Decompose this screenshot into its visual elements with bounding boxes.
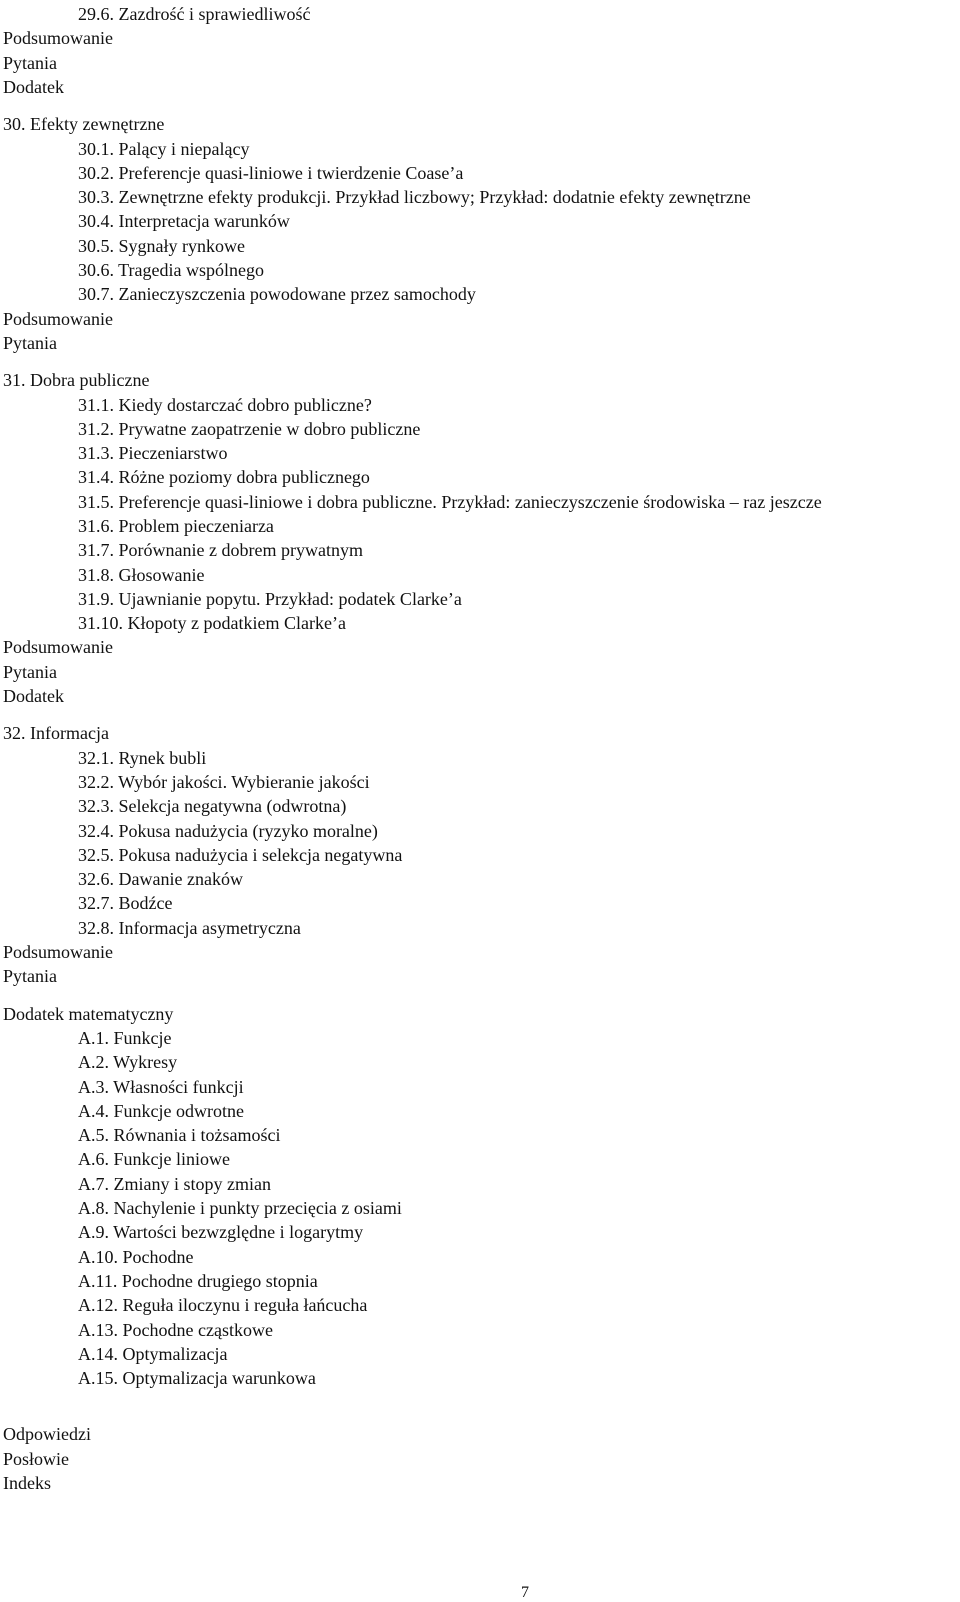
toc-subsection: 32.3. Selekcja negatywna (odwrotna) (78, 796, 347, 816)
toc-subsection: 30.5. Sygnały rynkowe (78, 236, 245, 256)
toc-entry: 32. Informacja (3, 723, 109, 743)
toc-subsection: 31.7. Porównanie z dobrem prywatnym (78, 540, 363, 560)
toc-subsection: 30.7. Zanieczyszczenia powodowane przez samochody (78, 284, 476, 304)
toc-subsection: 32.2. Wybór jakości. Wybieranie jakości (78, 772, 370, 792)
toc-entry: Odpowiedzi (3, 1424, 91, 1444)
toc-subsection: 30.6. Tragedia wspólnego (78, 260, 264, 280)
toc-entry: Dodatek (3, 686, 64, 706)
toc-entry: Podsumowanie (3, 309, 113, 329)
toc-subsection: 31.1. Kiedy dostarczać dobro publiczne? (78, 395, 372, 415)
toc-subsection: A.6. Funkcje liniowe (78, 1149, 230, 1169)
toc-subsection: A.5. Równania i tożsamości (78, 1125, 281, 1145)
toc-subsection: A.13. Pochodne cząstkowe (78, 1320, 273, 1340)
toc-subsection: 29.6. Zazdrość i sprawiedliwość (78, 4, 311, 24)
toc-subsection: A.9. Wartości bezwzględne i logarytmy (78, 1222, 364, 1242)
toc-entry: Pytania (3, 53, 57, 73)
toc-subsection: 31.8. Głosowanie (78, 565, 205, 585)
toc-subsection: A.4. Funkcje odwrotne (78, 1101, 244, 1121)
toc-subsection: A.2. Wykresy (78, 1052, 178, 1072)
toc-subsection: A.10. Pochodne (78, 1247, 194, 1267)
toc-subsection: A.15. Optymalizacja warunkowa (78, 1368, 316, 1388)
toc-entry: 31. Dobra publiczne (3, 370, 150, 390)
toc-subsection: 30.3. Zewnętrzne efekty produkcji. Przykład liczbowy; Przykład: dodatnie efekty zewnętrzne (78, 187, 751, 207)
toc-subsection: 31.5. Preferencje quasi-liniowe i dobra publiczne. Przykład: zanieczyszczenie środowiska – raz jeszcze (78, 492, 822, 512)
toc-subsection: A.8. Nachylenie i punkty przecięcia z osiami (78, 1198, 402, 1218)
toc-subsection: 32.1. Rynek bubli (78, 748, 207, 768)
toc-entry: 30. Efekty zewnętrzne (3, 114, 165, 134)
toc-subsection: 31.10. Kłopoty z podatkiem Clarke’a (78, 613, 346, 633)
toc-entry: Dodatek (3, 77, 64, 97)
toc-subsection: 31.9. Ujawnianie popytu. Przykład: podatek Clarke’a (78, 589, 462, 609)
toc-subsection: A.1. Funkcje (78, 1028, 172, 1048)
toc-subsection: A.14. Optymalizacja (78, 1344, 228, 1364)
toc-subsection: 30.1. Palący i niepalący (78, 139, 250, 159)
toc-entry: Pytania (3, 333, 57, 353)
toc-subsection: 31.3. Pieczeniarstwo (78, 443, 228, 463)
toc-subsection: 32.8. Informacja asymetryczna (78, 918, 301, 938)
toc-subsection: A.3. Własności funkcji (78, 1077, 244, 1097)
toc-entry: Pytania (3, 662, 57, 682)
toc-subsection: 31.2. Prywatne zaopatrzenie w dobro publiczne (78, 419, 421, 439)
toc-subsection: 30.4. Interpretacja warunków (78, 211, 290, 231)
toc-subsection: 32.4. Pokusa nadużycia (ryzyko moralne) (78, 821, 378, 841)
toc-subsection: 32.6. Dawanie znaków (78, 869, 243, 889)
toc-entry: Indeks (3, 1473, 51, 1493)
toc-entry: Dodatek matematyczny (3, 1004, 174, 1024)
toc-entry: Podsumowanie (3, 28, 113, 48)
toc-subsection: A.11. Pochodne drugiego stopnia (78, 1271, 318, 1291)
toc-entry: Podsumowanie (3, 637, 113, 657)
toc-entry: Pytania (3, 966, 57, 986)
toc-subsection: 31.4. Różne poziomy dobra publicznego (78, 467, 370, 487)
toc-subsection: 32.5. Pokusa nadużycia i selekcja negatywna (78, 845, 403, 865)
toc-subsection: 32.7. Bodźce (78, 893, 173, 913)
page-number: 7 (521, 1584, 529, 1601)
toc-entry: Posłowie (3, 1449, 70, 1469)
toc-subsection: A.12. Reguła iloczynu i reguła łańcucha (78, 1295, 368, 1315)
toc-subsection: 31.6. Problem pieczeniarza (78, 516, 274, 536)
toc-entry: Podsumowanie (3, 942, 113, 962)
toc-subsection: 30.2. Preferencje quasi-liniowe i twierdzenie Coase’a (78, 163, 464, 183)
toc-subsection: A.7. Zmiany i stopy zmian (78, 1174, 271, 1194)
